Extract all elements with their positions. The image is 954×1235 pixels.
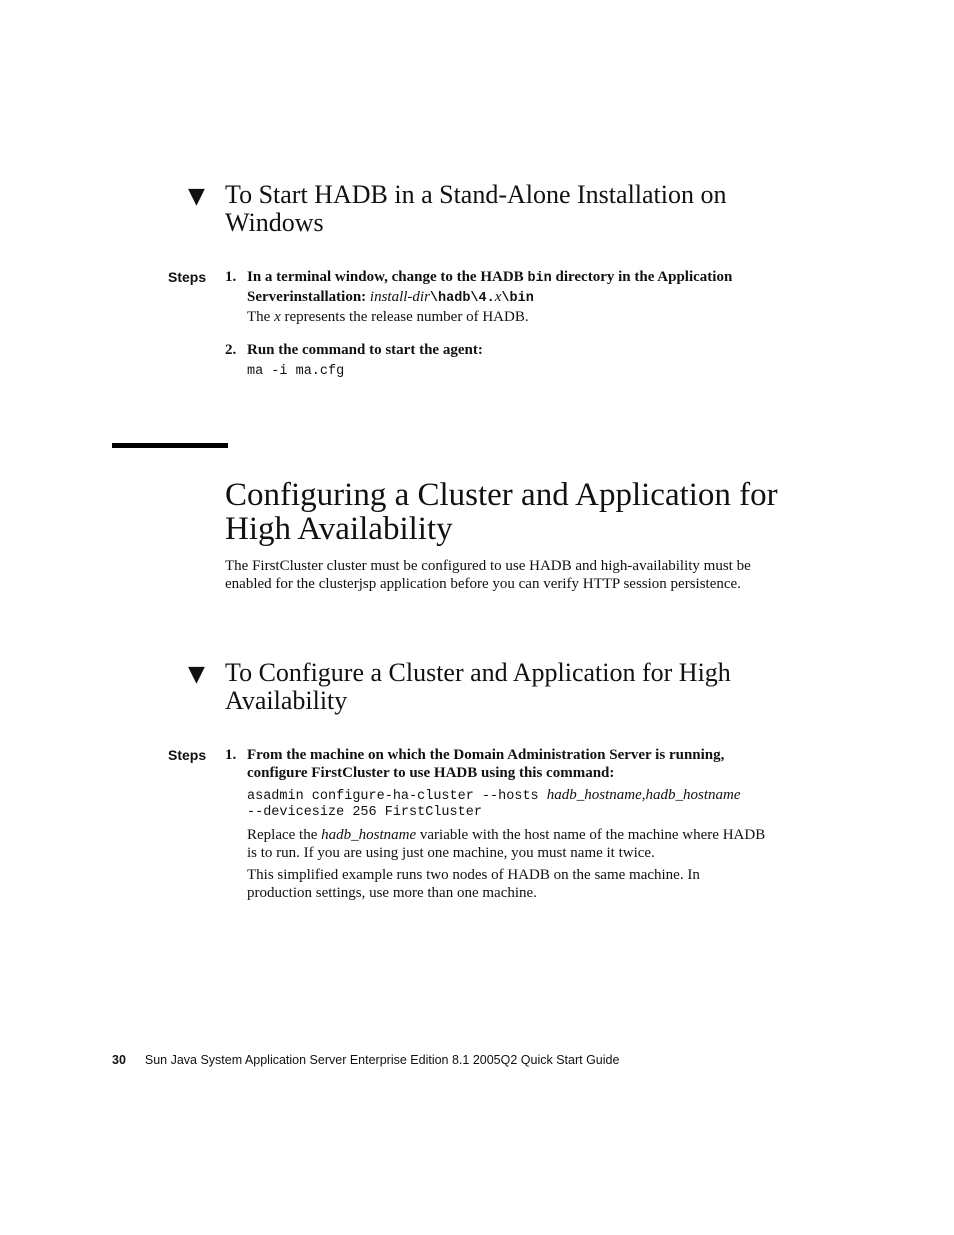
- note-variable: x: [274, 309, 281, 325]
- footer-title: Sun Java System Application Server Enterprise Edition 8.1 2005Q2 Quick Start Guide: [144, 1053, 620, 1067]
- command-separator: ,: [641, 787, 646, 803]
- note-text: represents the release number of HADB.: [280, 309, 529, 325]
- command-variable: hadb_hostname: [546, 787, 642, 803]
- step-paragraph: [247, 826, 767, 862]
- page-footer: [112, 1052, 619, 1068]
- command-code: --devicesize 256 FirstCluster: [247, 805, 482, 820]
- inline-code: \bin: [501, 291, 534, 306]
- steps-label: Steps: [168, 269, 207, 285]
- page-number: 30: [112, 1053, 126, 1067]
- paragraph-variable: hadb_hostname: [321, 827, 417, 843]
- step-instruction: From the machine on which the Domain Administration Server is running, configure FirstCluster to use HADB using this command:: [247, 747, 725, 781]
- collapse-triangle-icon: ▼: [188, 662, 205, 687]
- paragraph-text: variable with the host name of the machine where HADB is to run. If you are using just one machine, you must name it twice.: [247, 827, 766, 861]
- path-variable: install-dir: [369, 289, 430, 305]
- path-variable: x: [494, 289, 502, 305]
- section-rule: [112, 443, 228, 448]
- step-instruction: Run the command to start the agent:: [247, 342, 483, 358]
- command-code: asadmin configure-ha-cluster --hosts: [247, 789, 547, 804]
- step-note: [247, 308, 807, 326]
- step-text: directory in the Application Serverinstallation:: [247, 269, 733, 305]
- step-number: 2.: [225, 342, 237, 358]
- inline-code: \hadb\4.: [429, 291, 495, 306]
- steps-label: Steps: [168, 747, 207, 763]
- command-variable: hadb_hostname: [645, 787, 741, 803]
- note-text: The: [247, 309, 275, 325]
- command-code-line: [247, 786, 741, 806]
- procedure-heading-start-hadb: To Start HADB in a Stand-Alone Installation on Windows: [225, 180, 727, 237]
- step-text: In a terminal window, change to the HADB: [247, 269, 528, 285]
- step-number: 1.: [225, 269, 237, 285]
- command-code: ma -i ma.cfg: [247, 364, 345, 379]
- paragraph-text: Replace the: [247, 827, 322, 843]
- step-paragraph: This simplified example runs two nodes of HADB on the same machine. In production settings, use more than one machine.: [247, 867, 700, 901]
- inline-code: bin: [527, 271, 552, 286]
- procedure-heading-configure-cluster: To Configure a Cluster and Application for High Availability: [225, 658, 731, 715]
- step-instruction: [247, 268, 777, 308]
- section-intro: The FirstCluster cluster must be configured to use HADB and high-availability must be enabled for the clusterjsp application before you can verify HTTP session persistence.: [225, 558, 751, 592]
- step-number: 1.: [225, 747, 237, 763]
- section-heading: Configuring a Cluster and Application for High Availability: [225, 477, 778, 547]
- collapse-triangle-icon: ▼: [188, 184, 205, 209]
